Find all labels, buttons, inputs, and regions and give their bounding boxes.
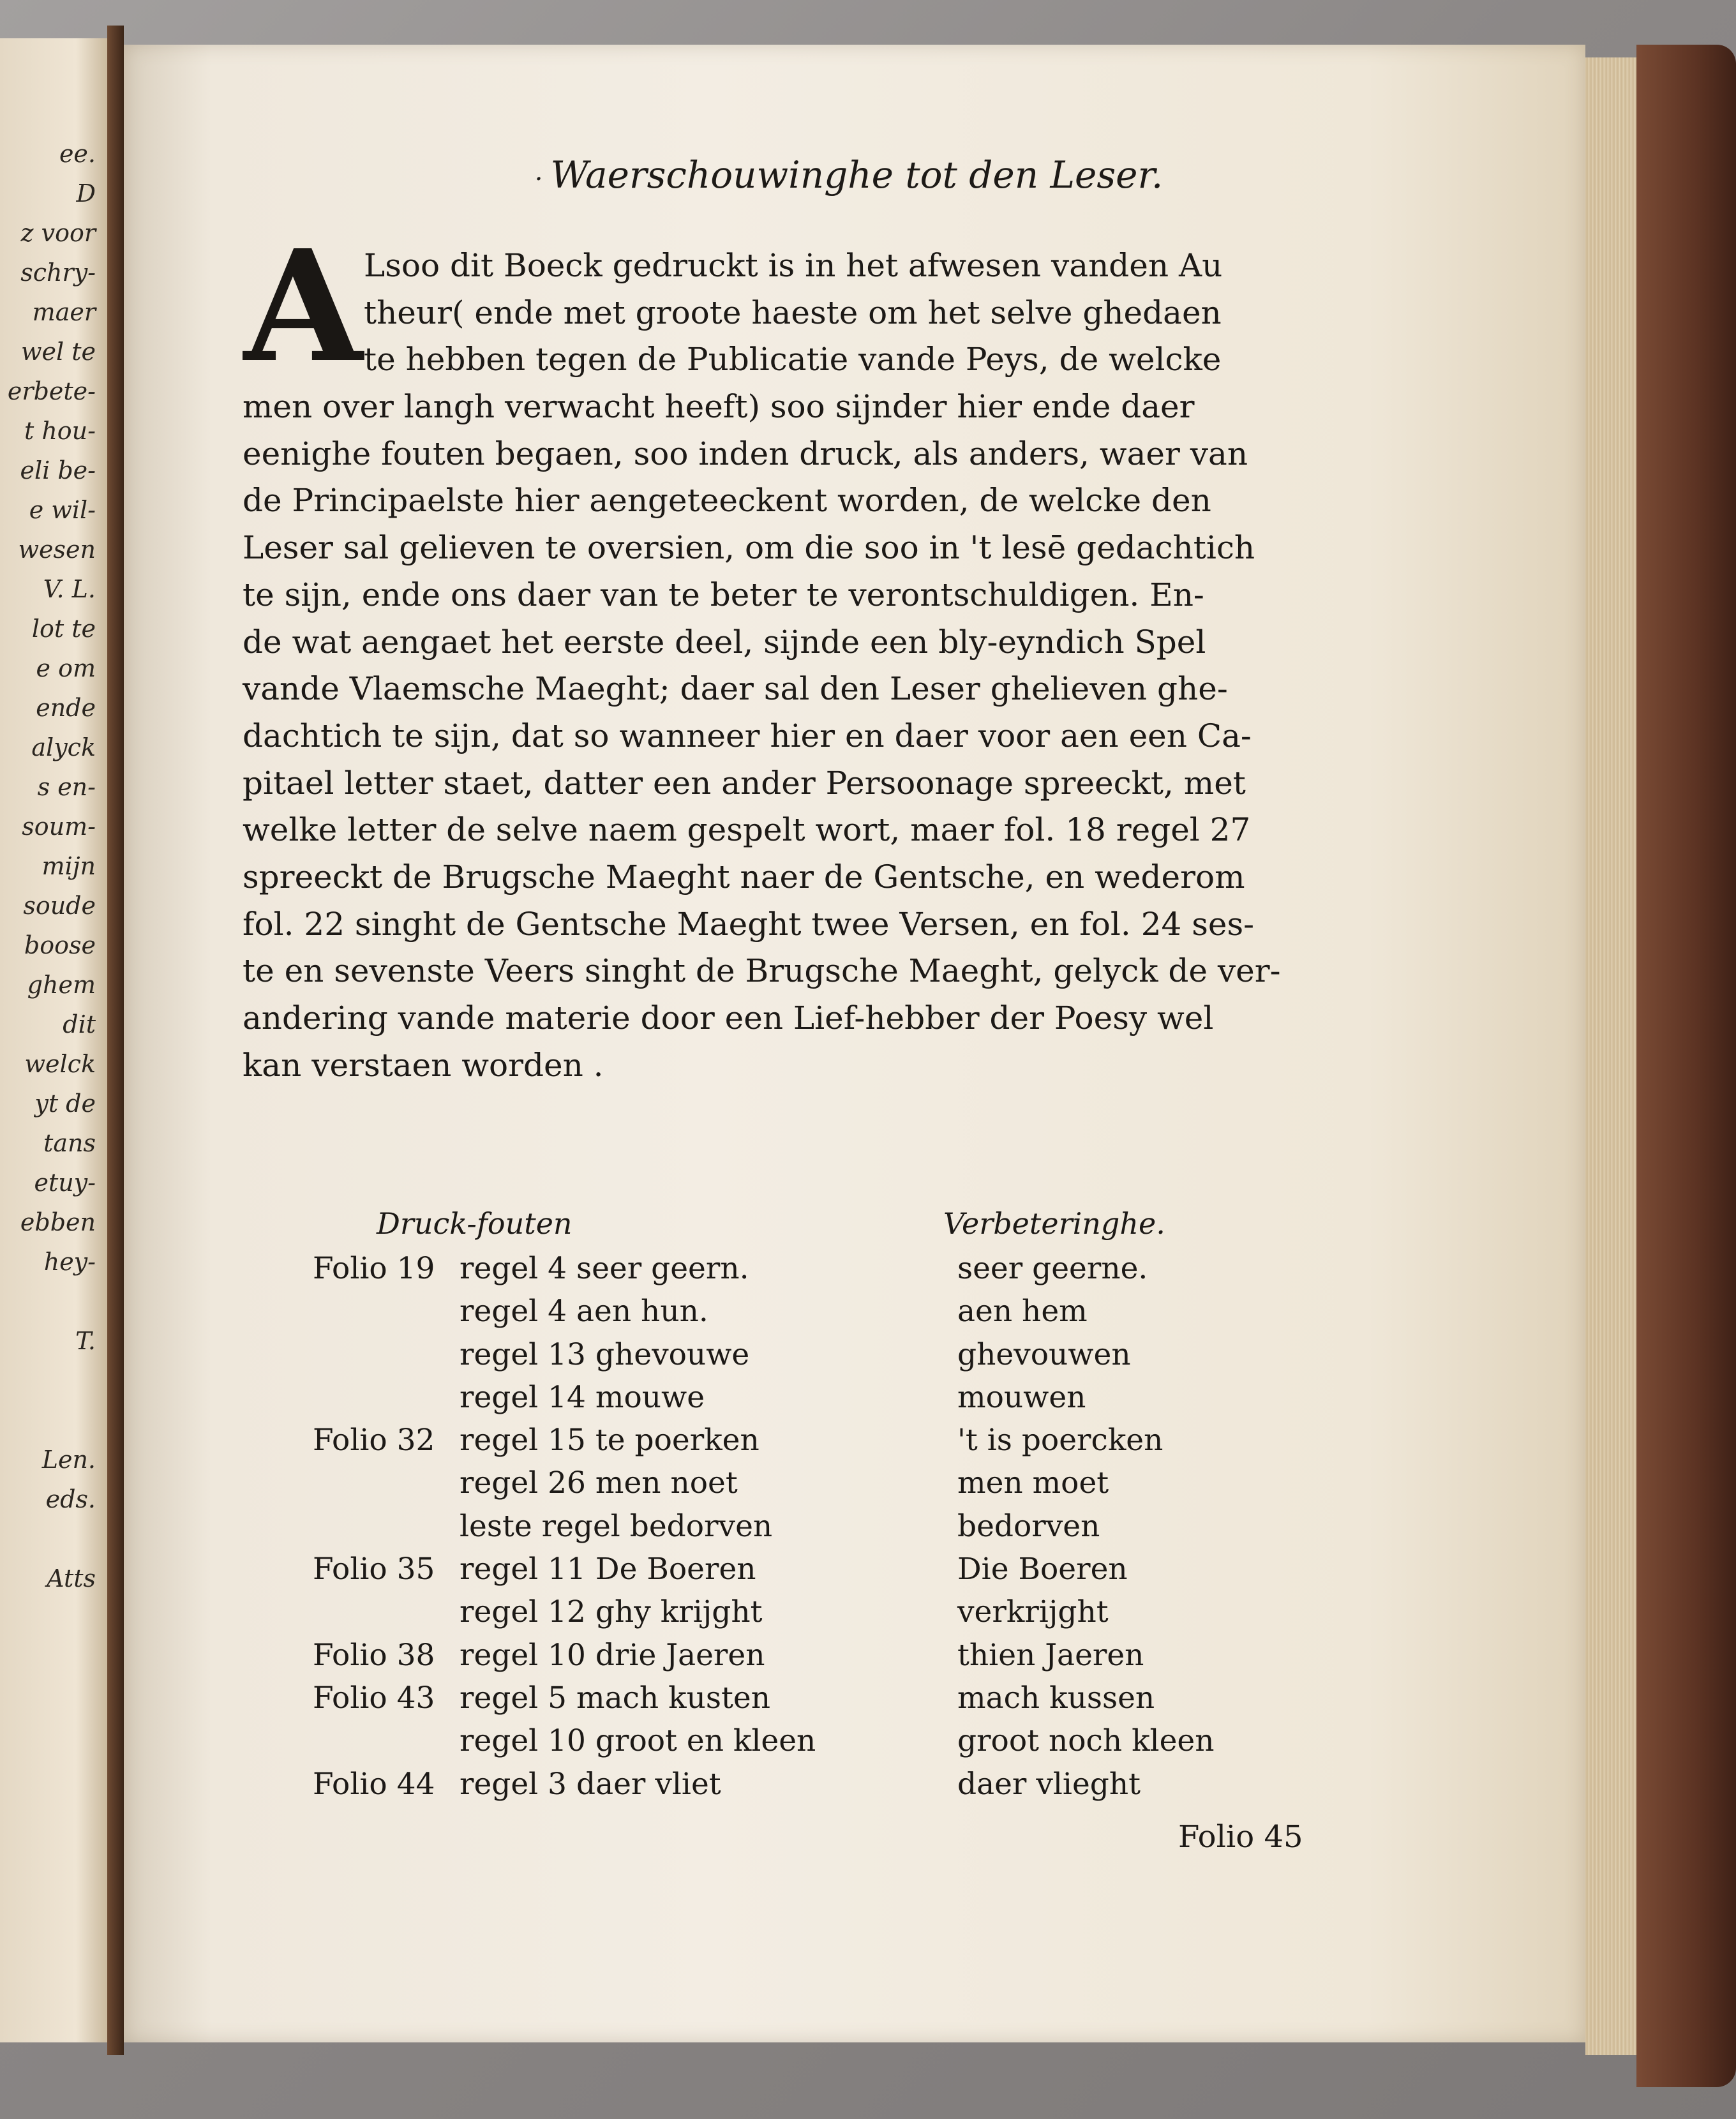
running-head-text: Waerschouwinghe tot den Leser. xyxy=(550,153,1164,197)
body-line: theur( ende met groote haeste om het selve ghedaen xyxy=(364,294,1222,331)
left-page-fragment: ee. xyxy=(59,140,96,168)
body-line: te hebben tegen de Publicatie vande Peys, de welcke xyxy=(364,341,1222,378)
left-page-fragment: soude xyxy=(23,892,96,920)
left-page-fragment xyxy=(0,1519,96,1559)
left-page-fragment: ebben xyxy=(20,1208,96,1236)
errata-correction: groot noch kleen xyxy=(957,1723,1215,1759)
left-page-fragment: erbete- xyxy=(7,377,96,405)
errata-row xyxy=(313,1337,1334,1380)
errata-error: regel 4 seer geern. xyxy=(460,1251,749,1286)
left-page-fragment: soum- xyxy=(22,812,96,841)
body-text xyxy=(243,216,1340,1089)
left-page-fragment: schry- xyxy=(20,258,96,287)
left-page-fragment: yt de xyxy=(34,1089,96,1118)
errata-error: regel 4 aen hun. xyxy=(460,1294,708,1329)
errata-error: regel 15 te poerken xyxy=(460,1423,760,1458)
errata-error: regel 10 groot en kleen xyxy=(460,1723,816,1759)
errata-error: regel 14 mouwe xyxy=(460,1379,705,1415)
body-line: vande Vlaemsche Maeght; daer sal den Leser ghelieven ghe- xyxy=(243,670,1228,708)
errata-row xyxy=(313,1594,1334,1637)
body-line: fol. 22 singht de Gentsche Maeght twee Versen, en fol. 24 ses- xyxy=(243,905,1255,943)
errata-correction: verkrijght xyxy=(957,1594,1109,1630)
errata-error: regel 13 ghevouwe xyxy=(460,1337,750,1372)
errata-correction: aen hem xyxy=(957,1294,1088,1329)
left-page-fragment: alyck xyxy=(31,733,96,761)
left-page-fragment xyxy=(0,1282,96,1321)
errata-correction: 't is poercken xyxy=(957,1423,1164,1458)
left-page-fragment: t hou- xyxy=(24,417,96,445)
errata-row xyxy=(313,1681,1334,1723)
left-page-fragment: lot te xyxy=(31,615,96,643)
left-page-fragment: e wil- xyxy=(29,496,96,524)
left-page-fragment: mijn xyxy=(41,852,96,880)
left-page-fragment: s en- xyxy=(37,773,96,801)
left-page xyxy=(0,38,112,2042)
errata-error: leste regel bedorven xyxy=(460,1508,773,1544)
errata-row xyxy=(313,1294,1334,1337)
left-page-fragment: welck xyxy=(24,1050,96,1078)
errata-heading-corrections: Verbeteringhe. xyxy=(943,1206,1165,1241)
body-line: Lsoo dit Boeck gedruckt is in het afwesen vanden Au xyxy=(364,247,1223,284)
body-line: pitael letter staet, datter een ander Persoonage spreeckt, met xyxy=(243,764,1246,802)
body-line: de Principaelste hier aengeteeckent worden, de welcke den xyxy=(243,482,1211,520)
errata-correction: thien Jaeren xyxy=(957,1637,1144,1673)
left-page-fragment: Atts xyxy=(47,1564,96,1592)
errata-correction: ghevouwen xyxy=(957,1337,1131,1372)
left-page-fragments xyxy=(0,134,96,1598)
left-page-fragment: maer xyxy=(32,298,96,326)
left-page-fragment: etuy- xyxy=(34,1169,96,1197)
errata-row xyxy=(313,1423,1334,1465)
errata-folio: Folio 43 xyxy=(313,1680,435,1716)
body-line: te en sevenste Veers singht de Brugsche Maeght, gelyck de ver- xyxy=(243,952,1281,990)
errata-row xyxy=(313,1552,1334,1594)
body-line: eenighe fouten begaen, soo inden druck, als anders, waer van xyxy=(243,435,1248,472)
errata-error: regel 11 De Boeren xyxy=(460,1552,756,1587)
body-line: kan verstaen worden . xyxy=(243,1046,604,1084)
errata-correction: mach kussen xyxy=(957,1680,1155,1716)
left-page-fragment: dit xyxy=(63,1010,96,1038)
left-page-fragment: boose xyxy=(24,931,96,959)
body-line: spreeckt de Brugsche Maeght naer de Gentsche, en wederom xyxy=(243,858,1245,895)
left-page-fragment xyxy=(0,1361,96,1400)
errata-row xyxy=(313,1767,1334,1809)
head-bullet-icon: · xyxy=(534,165,543,194)
errata-correction: Die Boeren xyxy=(957,1552,1128,1587)
errata-row xyxy=(313,1251,1334,1294)
errata-correction: seer geerne. xyxy=(957,1251,1148,1286)
errata-error: regel 26 men noet xyxy=(460,1465,738,1501)
errata-error: regel 3 daer vliet xyxy=(460,1766,721,1802)
left-page-fragment: z voor xyxy=(20,219,96,247)
errata-error: regel 5 mach kusten xyxy=(460,1680,770,1716)
left-page-fragment: hey- xyxy=(43,1248,96,1276)
errata-correction: bedorven xyxy=(957,1508,1100,1544)
errata-row xyxy=(313,1380,1334,1423)
errata-folio: Folio 35 xyxy=(313,1552,435,1587)
left-page-fragment: eli be- xyxy=(20,456,96,484)
left-page-fragment: T. xyxy=(75,1327,96,1355)
book-spine-gutter xyxy=(107,26,124,2055)
left-page-fragment: eds. xyxy=(45,1485,96,1513)
errata-folio: Folio 44 xyxy=(313,1766,435,1802)
errata-table xyxy=(313,1251,1334,1809)
errata-row xyxy=(313,1465,1334,1508)
errata-correction: daer vlieght xyxy=(957,1766,1141,1802)
body-line: men over langh verwacht heeft) soo sijnder hier ende daer xyxy=(243,388,1195,426)
page-fore-edge xyxy=(1585,57,1636,2055)
body-line: dachtich te sijn, dat so wanneer hier en daer voor aen een Ca- xyxy=(243,717,1252,754)
errata-correction: mouwen xyxy=(957,1379,1086,1415)
book-cover-edge xyxy=(1636,45,1736,2087)
catchword: Folio 45 xyxy=(1178,1819,1303,1855)
errata-heading-errors: Druck-fouten xyxy=(377,1206,572,1241)
errata-row xyxy=(313,1723,1334,1766)
left-page-fragment: Len. xyxy=(41,1446,96,1474)
body-line: Leser sal gelieven te oversien, om die soo in 't lesē gedachtich xyxy=(243,529,1255,567)
body-line: welke letter de selve naem gespelt wort, maer fol. 18 regel 27 xyxy=(243,811,1251,849)
left-page-fragment: e om xyxy=(36,654,96,682)
body-line: te sijn, ende ons daer van te beter te verontschuldigen. En- xyxy=(243,576,1204,613)
errata-folio: Folio 38 xyxy=(313,1637,435,1673)
left-page-fragment: ghem xyxy=(27,971,96,999)
errata-error: regel 12 ghy krijght xyxy=(460,1594,763,1630)
errata-error: regel 10 drie Jaeren xyxy=(460,1637,765,1673)
left-page-fragment: wel te xyxy=(20,338,96,366)
errata-correction: men moet xyxy=(957,1465,1109,1501)
errata-row xyxy=(313,1638,1334,1681)
left-page-fragment xyxy=(0,1400,96,1440)
drop-cap: A xyxy=(243,216,363,396)
left-page-fragment: tans xyxy=(43,1129,96,1157)
errata-folio: Folio 19 xyxy=(313,1251,435,1286)
left-page-fragment: ende xyxy=(36,694,96,722)
errata-row xyxy=(313,1509,1334,1552)
left-page-fragment: D xyxy=(76,179,96,207)
body-line: de wat aengaet het eerste deel, sijnde een bly-eyndich Spel xyxy=(243,623,1206,661)
left-page-fragment: wesen xyxy=(18,535,96,564)
left-page-fragment: V. L. xyxy=(43,575,96,603)
body-line: andering vande materie door een Lief-hebber der Poesy wel xyxy=(243,1000,1214,1037)
errata-folio: Folio 32 xyxy=(313,1423,435,1458)
running-head xyxy=(243,153,1455,197)
